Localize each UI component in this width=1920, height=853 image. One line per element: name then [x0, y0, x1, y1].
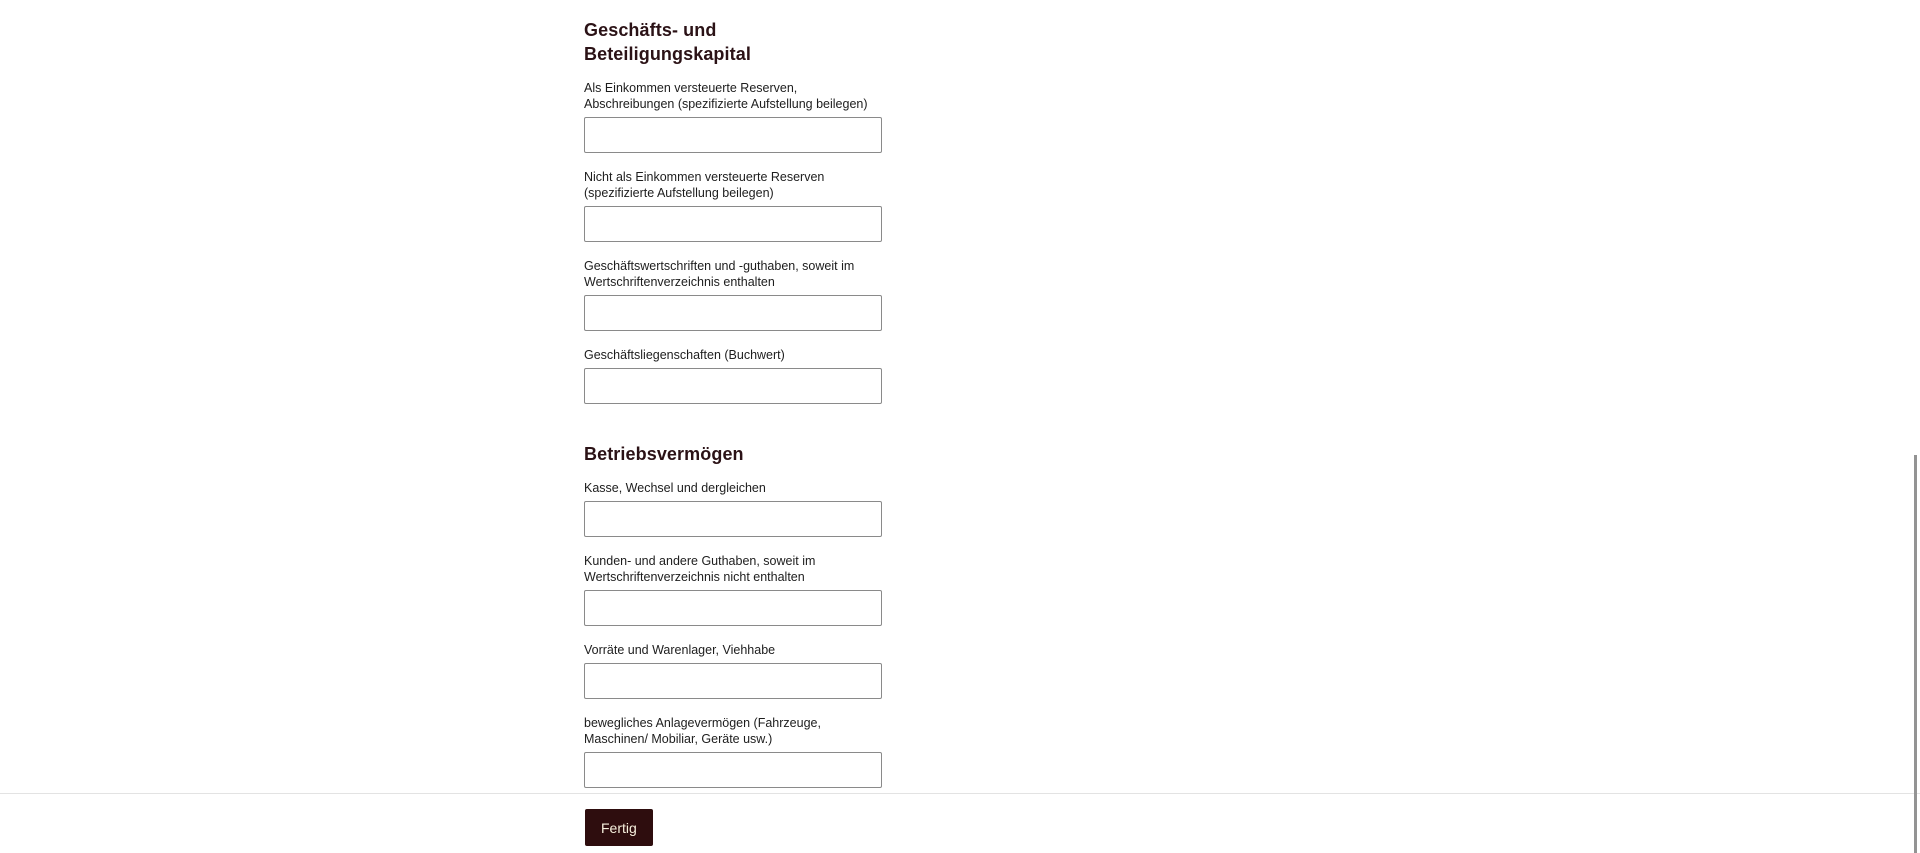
- field-input[interactable]: [584, 663, 882, 699]
- field-input[interactable]: [584, 590, 882, 626]
- field-input[interactable]: [584, 752, 882, 788]
- form-field: [584, 169, 882, 242]
- field-input[interactable]: [584, 206, 882, 242]
- field-label: Nicht als Einkommen versteuerte Reserven (spezifizierte Aufstellung beilegen): [584, 170, 825, 200]
- form-field: [584, 347, 882, 404]
- field-input[interactable]: [584, 368, 882, 404]
- form-column: [584, 18, 882, 853]
- form-field: [584, 715, 882, 788]
- field-label: Geschäftsliegenschaften (Buchwert): [584, 348, 785, 362]
- form-field: [584, 80, 882, 153]
- field-label: Als Einkommen versteuerte Reserven, Abschreibungen (spezifizierte Aufstellung beilegen): [584, 81, 868, 111]
- form-section: [584, 18, 882, 404]
- field-input[interactable]: [584, 295, 882, 331]
- form-field: [584, 553, 882, 626]
- footer-bar: [0, 793, 1920, 853]
- field-label: Kunden- und andere Guthaben, soweit im Wertschriftenverzeichnis nicht enthalten: [584, 554, 816, 584]
- done-button[interactable]: Fertig: [585, 809, 653, 846]
- form-section: [584, 442, 882, 853]
- form-sections: [584, 18, 882, 853]
- field-label: bewegliches Anlagevermögen (Fahrzeuge, Maschinen/ Mobiliar, Geräte usw.): [584, 716, 821, 746]
- form-field: [584, 480, 882, 537]
- field-input[interactable]: [584, 117, 882, 153]
- section-title: Betriebsvermögen: [584, 444, 744, 464]
- form-field: [584, 642, 882, 699]
- field-input[interactable]: [584, 501, 882, 537]
- section-title: Geschäfts- und Beteiligungskapital: [584, 20, 751, 64]
- vertical-scrollbar-thumb[interactable]: [1914, 455, 1917, 853]
- form-field: [584, 258, 882, 331]
- field-label: Geschäftswertschriften und -guthaben, soweit im Wertschriftenverzeichnis enthalten: [584, 259, 855, 289]
- field-label: Vorräte und Warenlager, Viehhabe: [584, 643, 776, 657]
- field-label: Kasse, Wechsel und dergleichen: [584, 481, 766, 495]
